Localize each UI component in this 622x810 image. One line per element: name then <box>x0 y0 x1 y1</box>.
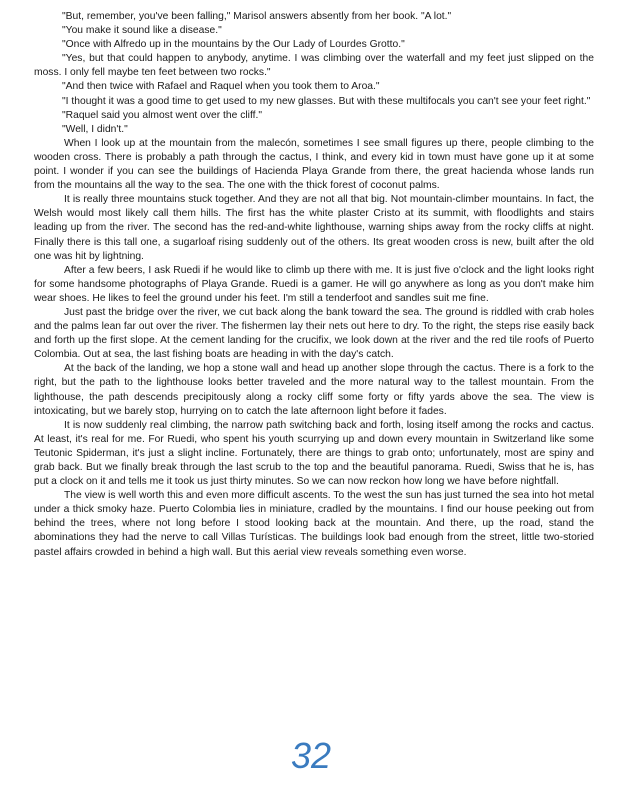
body-paragraph: At the back of the landing, we hop a stone wall and head up another slope through the cactus. There is a fork to the right, but the path to the lighthouse looks better traveled and the more natural way to the tallest mountain. From the lighthouse, the path descends precipitously along a rocky cliff some forty or fifty yards above the sea. The view is intoxicating, but we barely stop, hurrying on to catch the late afternoon light before it fades. <box>34 363 594 417</box>
dialogue-line: "Yes, but that could happen to anybody, anytime. I was climbing over the waterfall and my feet just slipped on the moss. I only fell maybe ten feet between two rocks." <box>34 53 594 79</box>
dialogue-line: "I thought it was a good time to get used to my new glasses. But with these multifocals you can't see your feet right." <box>62 95 591 107</box>
dialogue-line: "And then twice with Rafael and Raquel when you took them to Aroa." <box>62 81 380 93</box>
dialogue-line: "You make it sound like a disease." <box>62 25 222 37</box>
body-paragraph: It is really three mountains stuck together. And they are not all that big. Not mountain-climber mountains. In fact, the Welsh would most likely call them hills. The first has the white plaster Cristo at its summit, with floodlights and stairs leading up from the river. The second has the red-and-white lighthouse, warning ships away from the rocky cliffs at night. Finally there is this tall one, a sugarloaf rising suddenly out of the others. Its great wooden cross is new, built after the old one was hit by lightning. <box>34 194 594 262</box>
dialogue-line: "Raquel said you almost went over the cliff." <box>62 109 262 121</box>
body-paragraph: When I look up at the mountain from the malecón, sometimes I see small figures up there, people climbing to the wooden cross. There is probably a path through the cactus, I think, and every kid in town must have gone up it at some point. I wonder if you can see the buildings of Hacienda Playa Grande from there, the great hacienda whose lands run from the mountains all the way to the sea. The one with the thick forest of coconut palms. <box>34 137 594 192</box>
body-paragraph: After a few beers, I ask Ruedi if he would like to climb up there with me. It is just five o'clock and the light looks right for some handsome photographs of Playa Grande. Ruedi is a gamer. He will go anywhere as long as you don't make him wear shoes. He likes to feel the ground under his feet. I'm still a tenderfoot and sandles suit me fine. <box>34 264 594 304</box>
book-page-body <box>34 10 594 560</box>
page-number: 32 <box>290 735 332 776</box>
body-paragraph: Just past the bridge over the river, we cut back along the bank toward the sea. The ground is riddled with crab holes and the palms lean far out over the river. The fishermen lay their nets out here to dry. To the right, the steps rise easily back and forth up the first slope. At the cement landing for the crucifix, we look down at the river and the red tile roofs of Puerto Colombia. Out at sea, the last fishing boats are heading in with the day's catch. <box>34 306 594 361</box>
dialogue-line: "Once with Alfredo up in the mountains by the Our Lady of Lourdes Grotto." <box>62 39 405 51</box>
dialogue-line: "But, remember, you've been falling," Marisol answers absently from her book. "A lot." <box>62 11 452 22</box>
body-paragraph: It is now suddenly real climbing, the narrow path switching back and forth, losing itself among the rocks and cactus. At least, it's real for me. For Ruedi, who spent his youth scurrying up and down every mountain in Switzerland like some Teutonic Spiderman, it's just a slight incline. Fortunately, there are things to grab onto; unfortunately, most are spiny and grab back. But we finally break through the last scrub to the top and the beautiful panorama. Ruedi, Swiss that he is, has put a clock on it and tells me it took us just thirty minutes. So we can now reckon how long we have before nightfall. <box>34 419 594 488</box>
body-paragraph: The view is well worth this and even more difficult ascents. To the west the sun has just turned the sea into hot metal under a thick smoky haze. Puerto Colombia lies in miniature, cradled by the mountains. I find our house peeking out from behind the trees, where not long before I stood looking back at the mountain. And there, up the road, stand the abominations they had the nerve to call Villas Turísticas. The buildings look bad enough from the street, little two-storied pastel affairs crowded in behind a high wall. But this aerial view reveals something even worse. <box>34 490 594 558</box>
dialogue-line: "Well, I didn't." <box>62 123 128 135</box>
